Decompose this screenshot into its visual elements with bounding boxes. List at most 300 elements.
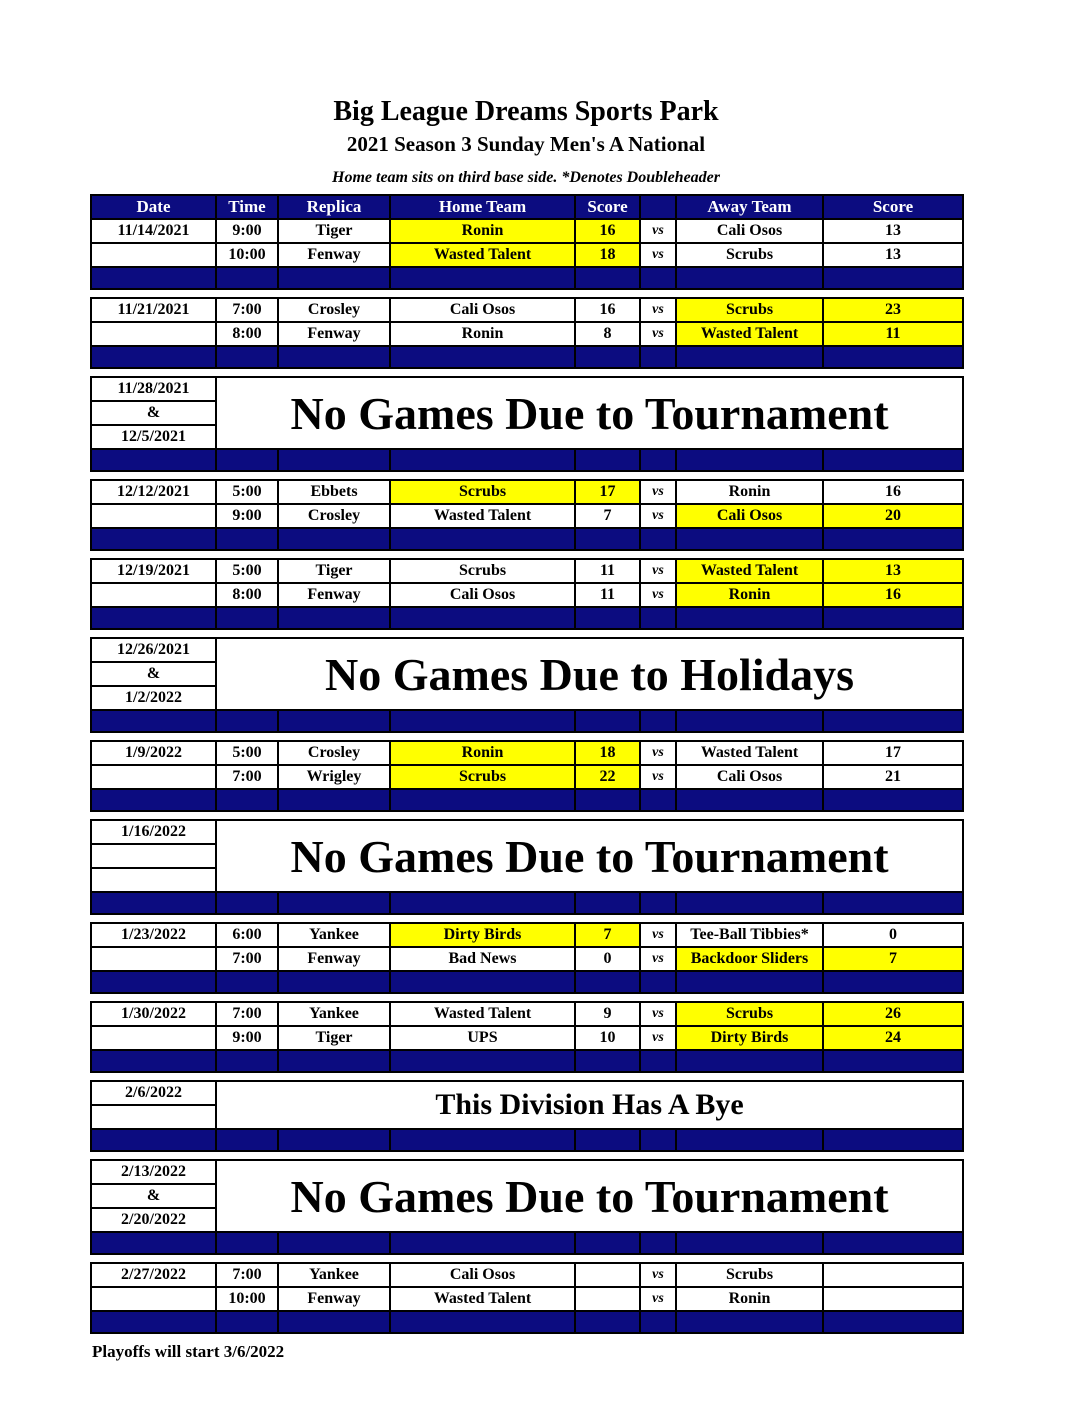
separator-cell — [216, 449, 278, 471]
separator-row — [90, 1049, 964, 1073]
away-team-cell: Cali Osos — [676, 765, 823, 789]
schedule-section — [90, 922, 964, 972]
separator-cell — [216, 528, 278, 550]
game-row — [91, 298, 963, 322]
time-cell: 7:00 — [216, 1263, 278, 1287]
away-score-cell — [823, 1287, 963, 1311]
header-vs-spacer — [640, 195, 676, 219]
home-score-cell: 17 — [575, 480, 640, 504]
date-cell: 1/9/2022 — [91, 741, 216, 765]
away-team-cell: Ronin — [676, 583, 823, 607]
home-team-cell: Wasted Talent — [390, 1287, 575, 1311]
home-team-cell: Wasted Talent — [390, 1002, 575, 1026]
schedule-header — [90, 194, 964, 220]
banner-section — [90, 637, 964, 711]
separator-cell — [390, 1050, 575, 1072]
replica-cell: Crosley — [278, 298, 390, 322]
away-score-cell — [823, 1263, 963, 1287]
away-score-cell: 20 — [823, 504, 963, 528]
separator-cell — [676, 1129, 823, 1151]
vs-cell: vs — [640, 219, 676, 243]
game-row — [91, 765, 963, 789]
schedule-section — [90, 479, 964, 529]
date-cell — [91, 243, 216, 267]
game-row — [91, 322, 963, 346]
away-score-cell: 16 — [823, 480, 963, 504]
banner-text: No Games Due to Tournament — [216, 1160, 963, 1232]
time-cell: 5:00 — [216, 480, 278, 504]
separator-cell — [390, 710, 575, 732]
separator-cell — [823, 1129, 963, 1151]
home-score-cell: 9 — [575, 1002, 640, 1026]
home-team-cell: Ronin — [390, 219, 575, 243]
date-cell: 11/14/2021 — [91, 219, 216, 243]
separator-cell — [91, 346, 216, 368]
section-gap — [90, 1152, 962, 1159]
away-score-cell: 23 — [823, 298, 963, 322]
home-score-cell: 18 — [575, 741, 640, 765]
separator-cell — [676, 607, 823, 629]
date-cell: 1/30/2022 — [91, 1002, 216, 1026]
game-row — [91, 243, 963, 267]
game-row — [91, 1026, 963, 1050]
away-score-cell: 0 — [823, 923, 963, 947]
separator-cell — [676, 528, 823, 550]
section-gap — [90, 1255, 962, 1262]
separator-cell — [823, 607, 963, 629]
separator-row — [90, 788, 964, 812]
game-row — [91, 947, 963, 971]
separator-cell — [575, 607, 640, 629]
separator-cell — [91, 528, 216, 550]
home-team-cell: Dirty Birds — [390, 923, 575, 947]
replica-cell: Crosley — [278, 504, 390, 528]
schedule-section — [90, 1262, 964, 1312]
date-cell: & — [91, 662, 216, 686]
separator-cell — [823, 1050, 963, 1072]
separator-cell — [676, 1050, 823, 1072]
section-gap — [90, 630, 962, 637]
date-cell: 1/16/2022 — [91, 820, 216, 844]
home-team-cell: Ronin — [390, 741, 575, 765]
section-gap — [90, 812, 962, 819]
time-cell: 9:00 — [216, 219, 278, 243]
separator-cell — [216, 892, 278, 914]
replica-cell: Fenway — [278, 947, 390, 971]
replica-cell: Fenway — [278, 1287, 390, 1311]
playoffs-note: Playoffs will start 3/6/2022 — [92, 1342, 285, 1361]
separator-cell — [575, 892, 640, 914]
replica-cell: Ebbets — [278, 480, 390, 504]
home-score-cell: 0 — [575, 947, 640, 971]
separator-cell — [640, 607, 676, 629]
date-cell — [91, 1105, 216, 1129]
separator-row — [90, 891, 964, 915]
separator-cell — [390, 346, 575, 368]
replica-cell: Yankee — [278, 1263, 390, 1287]
separator-cell — [91, 1311, 216, 1333]
separator-cell — [640, 1129, 676, 1151]
banner-text: No Games Due to Tournament — [216, 377, 963, 449]
vs-cell: vs — [640, 741, 676, 765]
separator-cell — [91, 892, 216, 914]
away-score-cell: 13 — [823, 243, 963, 267]
separator-cell — [278, 1311, 390, 1333]
separator-cell — [91, 607, 216, 629]
separator-row — [90, 606, 964, 630]
away-score-cell: 26 — [823, 1002, 963, 1026]
date-cell — [91, 583, 216, 607]
separator-cell — [278, 1050, 390, 1072]
separator-cell — [278, 710, 390, 732]
banner-text: No Games Due to Tournament — [216, 820, 963, 892]
separator-cell — [575, 528, 640, 550]
away-team-cell: Scrubs — [676, 298, 823, 322]
separator-cell — [823, 528, 963, 550]
separator-cell — [390, 789, 575, 811]
separator-cell — [216, 1232, 278, 1254]
vs-cell: vs — [640, 765, 676, 789]
away-team-cell: Ronin — [676, 480, 823, 504]
separator-cell — [390, 607, 575, 629]
away-score-cell: 16 — [823, 583, 963, 607]
home-score-cell: 16 — [575, 298, 640, 322]
home-team-cell: UPS — [390, 1026, 575, 1050]
game-row — [91, 1263, 963, 1287]
page-subtitle: 2021 Season 3 Sunday Men's A National — [346, 132, 706, 156]
separator-cell — [278, 607, 390, 629]
replica-cell: Wrigley — [278, 765, 390, 789]
date-cell — [91, 868, 216, 892]
separator-row — [90, 448, 964, 472]
date-cell: 2/20/2022 — [91, 1208, 216, 1232]
away-team-cell: Cali Osos — [676, 504, 823, 528]
home-score-cell: 22 — [575, 765, 640, 789]
separator-cell — [575, 789, 640, 811]
home-team-cell: Cali Osos — [390, 298, 575, 322]
separator-row — [90, 970, 964, 994]
separator-cell — [216, 1129, 278, 1151]
vs-cell: vs — [640, 1026, 676, 1050]
date-cell — [91, 844, 216, 868]
away-score-cell: 17 — [823, 741, 963, 765]
separator-cell — [216, 1311, 278, 1333]
game-row — [91, 923, 963, 947]
game-row — [91, 504, 963, 528]
schedule-content — [90, 96, 962, 1362]
date-cell: & — [91, 1184, 216, 1208]
date-cell: 2/27/2022 — [91, 1263, 216, 1287]
separator-cell — [676, 267, 823, 289]
separator-cell — [390, 528, 575, 550]
separator-cell — [640, 449, 676, 471]
separator-cell — [676, 971, 823, 993]
section-gap — [90, 551, 962, 558]
separator-cell — [216, 1050, 278, 1072]
separator-cell — [575, 346, 640, 368]
separator-cell — [390, 449, 575, 471]
separator-cell — [823, 1311, 963, 1333]
separator-cell — [823, 892, 963, 914]
vs-cell: vs — [640, 298, 676, 322]
section-gap — [90, 369, 962, 376]
game-row — [91, 559, 963, 583]
header-row — [91, 195, 963, 219]
time-cell: 7:00 — [216, 765, 278, 789]
separator-cell — [278, 1232, 390, 1254]
home-score-cell: 7 — [575, 923, 640, 947]
time-cell: 10:00 — [216, 1287, 278, 1311]
banner-text: This Division Has A Bye — [216, 1081, 963, 1129]
home-team-cell: Cali Osos — [390, 583, 575, 607]
separator-cell — [640, 1311, 676, 1333]
replica-cell: Crosley — [278, 741, 390, 765]
section-gap — [90, 472, 962, 479]
separator-cell — [216, 710, 278, 732]
page-title: Big League Dreams Sports Park — [333, 96, 719, 127]
separator-cell — [676, 449, 823, 471]
away-score-cell: 13 — [823, 219, 963, 243]
separator-cell — [91, 449, 216, 471]
separator-cell — [216, 789, 278, 811]
home-team-cell: Scrubs — [390, 765, 575, 789]
header-away-score: Score — [823, 195, 963, 219]
separator-cell — [575, 449, 640, 471]
separator-cell — [676, 789, 823, 811]
separator-cell — [640, 1050, 676, 1072]
separator-cell — [278, 528, 390, 550]
separator-cell — [91, 1232, 216, 1254]
banner-section — [90, 819, 964, 893]
separator-cell — [823, 971, 963, 993]
time-cell: 8:00 — [216, 322, 278, 346]
replica-cell: Tiger — [278, 559, 390, 583]
date-cell: 11/21/2021 — [91, 298, 216, 322]
time-cell: 7:00 — [216, 947, 278, 971]
date-cell: 2/13/2022 — [91, 1160, 216, 1184]
section-gap — [90, 290, 962, 297]
vs-cell: vs — [640, 947, 676, 971]
separator-cell — [676, 346, 823, 368]
replica-cell: Yankee — [278, 1002, 390, 1026]
vs-cell: vs — [640, 243, 676, 267]
separator-cell — [91, 267, 216, 289]
separator-cell — [216, 267, 278, 289]
time-cell: 5:00 — [216, 559, 278, 583]
game-row — [91, 480, 963, 504]
separator-cell — [823, 449, 963, 471]
home-team-note: Home team sits on third base side. *Denotes Doubleheader — [332, 169, 720, 186]
separator-row — [90, 1128, 964, 1152]
separator-cell — [640, 346, 676, 368]
replica-cell: Tiger — [278, 219, 390, 243]
separator-cell — [278, 789, 390, 811]
separator-cell — [91, 971, 216, 993]
time-cell: 9:00 — [216, 1026, 278, 1050]
time-cell: 7:00 — [216, 1002, 278, 1026]
home-score-cell: 16 — [575, 219, 640, 243]
separator-row — [90, 1231, 964, 1255]
time-cell: 6:00 — [216, 923, 278, 947]
date-cell — [91, 947, 216, 971]
away-score-cell: 11 — [823, 322, 963, 346]
separator-row — [90, 345, 964, 369]
game-row — [91, 741, 963, 765]
schedule-section — [90, 1001, 964, 1051]
away-score-cell: 24 — [823, 1026, 963, 1050]
schedule-section — [90, 218, 964, 268]
separator-cell — [640, 892, 676, 914]
separator-cell — [390, 1311, 575, 1333]
separator-cell — [278, 267, 390, 289]
date-cell — [91, 322, 216, 346]
time-cell: 9:00 — [216, 504, 278, 528]
replica-cell: Yankee — [278, 923, 390, 947]
separator-cell — [91, 1050, 216, 1072]
banner-section — [90, 1159, 964, 1233]
separator-cell — [676, 892, 823, 914]
separator-cell — [390, 971, 575, 993]
away-team-cell: Tee-Ball Tibbies* — [676, 923, 823, 947]
away-score-cell: 13 — [823, 559, 963, 583]
separator-cell — [278, 1129, 390, 1151]
separator-cell — [390, 1129, 575, 1151]
replica-cell: Tiger — [278, 1026, 390, 1050]
away-team-cell: Cali Osos — [676, 219, 823, 243]
vs-cell: vs — [640, 322, 676, 346]
separator-cell — [216, 971, 278, 993]
section-gap — [90, 915, 962, 922]
vs-cell: vs — [640, 583, 676, 607]
header-replica: Replica — [278, 195, 390, 219]
separator-cell — [91, 1129, 216, 1151]
home-score-cell: 7 — [575, 504, 640, 528]
vs-cell: vs — [640, 1287, 676, 1311]
separator-cell — [91, 789, 216, 811]
date-cell: 2/6/2022 — [91, 1081, 216, 1105]
section-gap — [90, 733, 962, 740]
separator-cell — [823, 267, 963, 289]
away-team-cell: Backdoor Sliders — [676, 947, 823, 971]
game-row — [91, 1287, 963, 1311]
title-block — [90, 96, 962, 187]
away-team-cell: Wasted Talent — [676, 559, 823, 583]
away-team-cell: Ronin — [676, 1287, 823, 1311]
away-team-cell: Scrubs — [676, 243, 823, 267]
away-team-cell: Scrubs — [676, 1002, 823, 1026]
separator-cell — [278, 346, 390, 368]
time-cell: 10:00 — [216, 243, 278, 267]
away-team-cell: Wasted Talent — [676, 741, 823, 765]
home-team-cell: Cali Osos — [390, 1263, 575, 1287]
vs-cell: vs — [640, 504, 676, 528]
separator-row — [90, 527, 964, 551]
banner-section — [90, 376, 964, 450]
vs-cell: vs — [640, 1002, 676, 1026]
separator-cell — [640, 1232, 676, 1254]
separator-cell — [676, 710, 823, 732]
separator-cell — [575, 1129, 640, 1151]
replica-cell: Fenway — [278, 322, 390, 346]
schedule-section — [90, 297, 964, 347]
time-cell: 7:00 — [216, 298, 278, 322]
home-score-cell — [575, 1287, 640, 1311]
home-team-cell: Scrubs — [390, 559, 575, 583]
header-away-team: Away Team — [676, 195, 823, 219]
date-cell: 12/12/2021 — [91, 480, 216, 504]
home-score-cell: 11 — [575, 583, 640, 607]
separator-cell — [640, 528, 676, 550]
separator-cell — [823, 346, 963, 368]
date-cell: 12/19/2021 — [91, 559, 216, 583]
separator-cell — [575, 267, 640, 289]
away-score-cell: 21 — [823, 765, 963, 789]
separator-cell — [216, 346, 278, 368]
home-score-cell: 18 — [575, 243, 640, 267]
time-cell: 8:00 — [216, 583, 278, 607]
separator-cell — [676, 1232, 823, 1254]
header-time: Time — [216, 195, 278, 219]
game-row — [91, 583, 963, 607]
replica-cell: Fenway — [278, 583, 390, 607]
banner-section — [90, 1080, 964, 1130]
separator-cell — [640, 710, 676, 732]
home-score-cell: 11 — [575, 559, 640, 583]
separator-cell — [390, 267, 575, 289]
vs-cell: vs — [640, 559, 676, 583]
date-cell — [91, 504, 216, 528]
home-score-cell: 10 — [575, 1026, 640, 1050]
date-cell — [91, 1287, 216, 1311]
date-cell — [91, 765, 216, 789]
date-cell: 12/26/2021 — [91, 638, 216, 662]
home-team-cell: Ronin — [390, 322, 575, 346]
separator-cell — [575, 971, 640, 993]
game-row — [91, 219, 963, 243]
header-home-score: Score — [575, 195, 640, 219]
separator-cell — [823, 1232, 963, 1254]
replica-cell: Fenway — [278, 243, 390, 267]
away-team-cell: Dirty Birds — [676, 1026, 823, 1050]
time-cell: 5:00 — [216, 741, 278, 765]
schedule-section — [90, 558, 964, 608]
separator-row — [90, 266, 964, 290]
date-cell: & — [91, 401, 216, 425]
separator-cell — [390, 1232, 575, 1254]
separator-cell — [640, 971, 676, 993]
away-team-cell: Wasted Talent — [676, 322, 823, 346]
home-score-cell: 8 — [575, 322, 640, 346]
home-team-cell: Wasted Talent — [390, 504, 575, 528]
separator-cell — [278, 971, 390, 993]
date-cell — [91, 1026, 216, 1050]
separator-cell — [823, 789, 963, 811]
date-cell: 11/28/2021 — [91, 377, 216, 401]
game-row — [91, 1002, 963, 1026]
section-gap — [90, 1073, 962, 1080]
section-gap — [90, 994, 962, 1001]
home-score-cell — [575, 1263, 640, 1287]
vs-cell: vs — [640, 1263, 676, 1287]
date-cell: 12/5/2021 — [91, 425, 216, 449]
home-team-cell: Wasted Talent — [390, 243, 575, 267]
schedule-section — [90, 740, 964, 790]
separator-cell — [575, 1232, 640, 1254]
separator-cell — [640, 789, 676, 811]
away-score-cell: 7 — [823, 947, 963, 971]
separator-cell — [676, 1311, 823, 1333]
away-team-cell: Scrubs — [676, 1263, 823, 1287]
